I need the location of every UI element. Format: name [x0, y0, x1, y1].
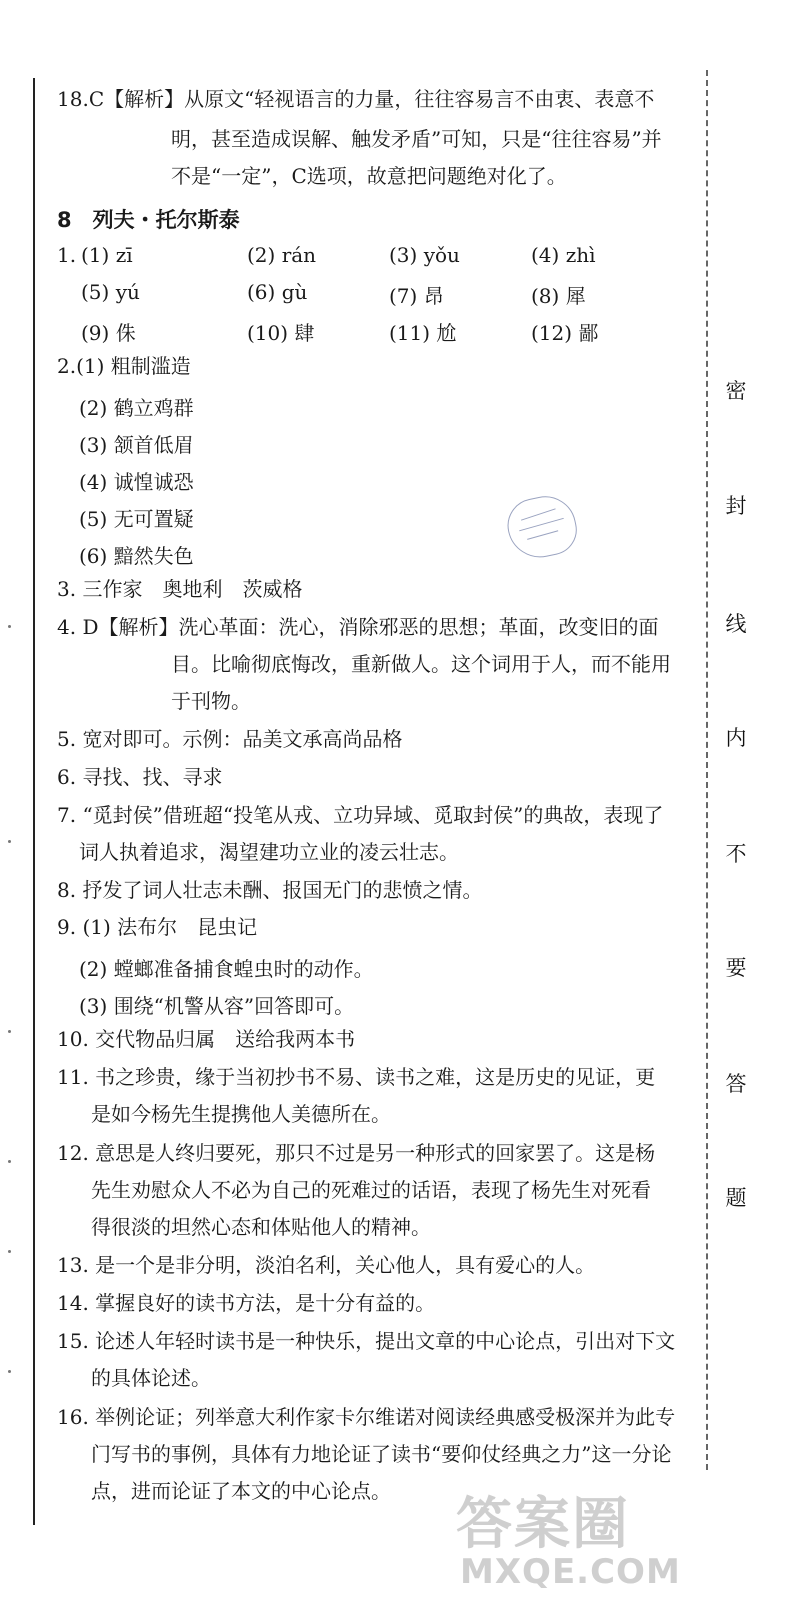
seal-dashed-line: [706, 70, 708, 1470]
answer-18-cont: 不是“一定”，C选项，故意把问题绝对化了。: [171, 164, 567, 188]
answer-2: [57, 355, 191, 377]
char-cell: (7) 昂: [389, 284, 444, 308]
item-number: 18.: [57, 87, 89, 111]
answer-15: 15. 论述人年轻时读书是一种快乐，提出文章的中心论点，引出对下文: [57, 1329, 676, 1353]
answer-1-row: [57, 280, 697, 308]
answer-16: 16. 举例论证；列举意大利作家卡尔维诺对阅读经典感受极深并为此专: [57, 1405, 676, 1429]
answer-12-cont: 先生劝慰众人不必为自己的死难过的话语，表现了杨先生对死看: [91, 1178, 651, 1202]
answer-16-cont: 点，进而论证了本文的中心论点。: [91, 1479, 391, 1503]
watermark-logo: [456, 1480, 776, 1598]
answer-12: 12. 意思是人终归要死，那只不过是另一种形式的回家罢了。这是杨: [57, 1141, 656, 1165]
stamp-seal: [503, 491, 582, 564]
answer-7-cont: 词人执着追求，渴望建功立业的凌云壮志。: [79, 840, 459, 864]
answer-2-sub: (6) 黯然失色: [79, 544, 194, 568]
answer-4-cont: 于刊物。: [171, 689, 251, 713]
pinyin-cell: (2) rán: [247, 243, 317, 267]
left-margin-rule: [33, 78, 35, 1525]
answer-4: 4. D【解析】洗心革面：洗心，消除邪恶的思想；革面，改变旧的面: [57, 615, 659, 639]
answer-1-row: [57, 243, 697, 267]
char-cell: (9) 侏: [81, 321, 136, 345]
notice-char: 封: [725, 494, 747, 518]
notice-char: 线: [725, 612, 747, 636]
item-number: 1.: [57, 243, 77, 267]
answer-11-cont: 是如今杨先生提携他人美德所在。: [91, 1102, 391, 1126]
watermark-url: MXQE.COM: [460, 1552, 681, 1592]
pinyin-cell: (3) yǒu: [389, 243, 460, 267]
scan-dot: [8, 1160, 11, 1163]
scan-dot: [8, 1250, 11, 1253]
char-cell: (12) 鄙: [531, 321, 599, 345]
char-cell: (11) 尬: [389, 321, 457, 345]
item-number: 2.: [57, 354, 77, 378]
answer-15-cont: 的具体论述。: [91, 1366, 211, 1390]
answer-10: 10. 交代物品归属 送给我两本书: [57, 1027, 356, 1051]
notice-char: 答: [725, 1072, 747, 1096]
answer-16-cont: 门写书的事例，具体有力地论证了读书“要仰仗经典之力”这一分论: [91, 1442, 672, 1466]
answer-9-sub: (3) 围绕“机警从容”回答即可。: [79, 994, 355, 1018]
answer-6: 6. 寻找、找、寻求: [57, 765, 223, 789]
answer-7: 7. “觅封侯”借班超“投笔从戎、立功异域、觅取封侯”的典故，表现了: [57, 803, 664, 827]
answer-2-sub: (5) 无可置疑: [79, 507, 194, 531]
answer-5: 5. 宽对即可。示例：品美文承高尚品格: [57, 727, 403, 751]
answer-14: 14. 掌握良好的读书方法，是十分有益的。: [57, 1291, 436, 1315]
scan-dot: [8, 840, 11, 843]
answer-2-sub: (4) 诚惶诚恐: [79, 470, 194, 494]
pinyin-cell: (1) zī: [81, 243, 133, 267]
watermark-brand: 答案圈: [456, 1492, 630, 1557]
pinyin-cell: (4) zhì: [531, 243, 596, 267]
answer-9: 9. (1) 法布尔 昆虫记: [57, 915, 258, 939]
answer-8: 8. 抒发了词人壮志未酬、报国无门的悲愤之情。: [57, 878, 483, 902]
notice-char: 题: [725, 1186, 747, 1210]
answer-12-cont: 得很淡的坦然心态和体贴他人的精神。: [91, 1215, 431, 1239]
answer-18-cont: 明，甚至造成误解、触发矛盾”可知，只是“往往容易”并: [171, 127, 662, 151]
answer-2-sub: (3) 颔首低眉: [79, 433, 194, 457]
answer-18: [57, 88, 654, 110]
notice-char: 不: [725, 842, 747, 866]
notice-char: 要: [725, 956, 747, 980]
notice-char: 内: [725, 726, 747, 750]
scan-dot: [8, 625, 11, 628]
answer-9-sub: (2) 螳螂准备捕食蝗虫时的动作。: [79, 957, 374, 981]
answer-4-cont: 目。比喻彻底悔改，重新做人。这个词用于人，而不能用: [171, 652, 671, 676]
answer-text: C【解析】从原文“轻视语言的力量，往往容易言不由衷、表意不: [88, 87, 655, 111]
scan-dot: [8, 1030, 11, 1033]
answer-13: 13. 是一个是非分明，淡泊名利，关心他人，具有爱心的人。: [57, 1253, 596, 1277]
char-cell: (8) 犀: [531, 284, 586, 308]
pinyin-cell: (6) gù: [247, 280, 308, 304]
answer-11: 11. 书之珍贵，缘于当初抄书不易、读书之难，这是历史的见证，更: [57, 1065, 656, 1089]
section-title: 8 列夫・托尔斯泰: [57, 208, 240, 232]
scan-dot: [8, 1370, 11, 1373]
answer-1-row: [57, 317, 697, 345]
answer-2-sub: (2) 鹤立鸡群: [79, 396, 194, 420]
pinyin-cell: (5) yú: [81, 280, 140, 304]
answer-text: (1) 粗制滥造: [76, 354, 191, 378]
notice-char: 密: [725, 379, 747, 403]
char-cell: (10) 肆: [247, 321, 315, 345]
answer-3: 3. 三作家 奥地利 茨威格: [57, 577, 303, 601]
